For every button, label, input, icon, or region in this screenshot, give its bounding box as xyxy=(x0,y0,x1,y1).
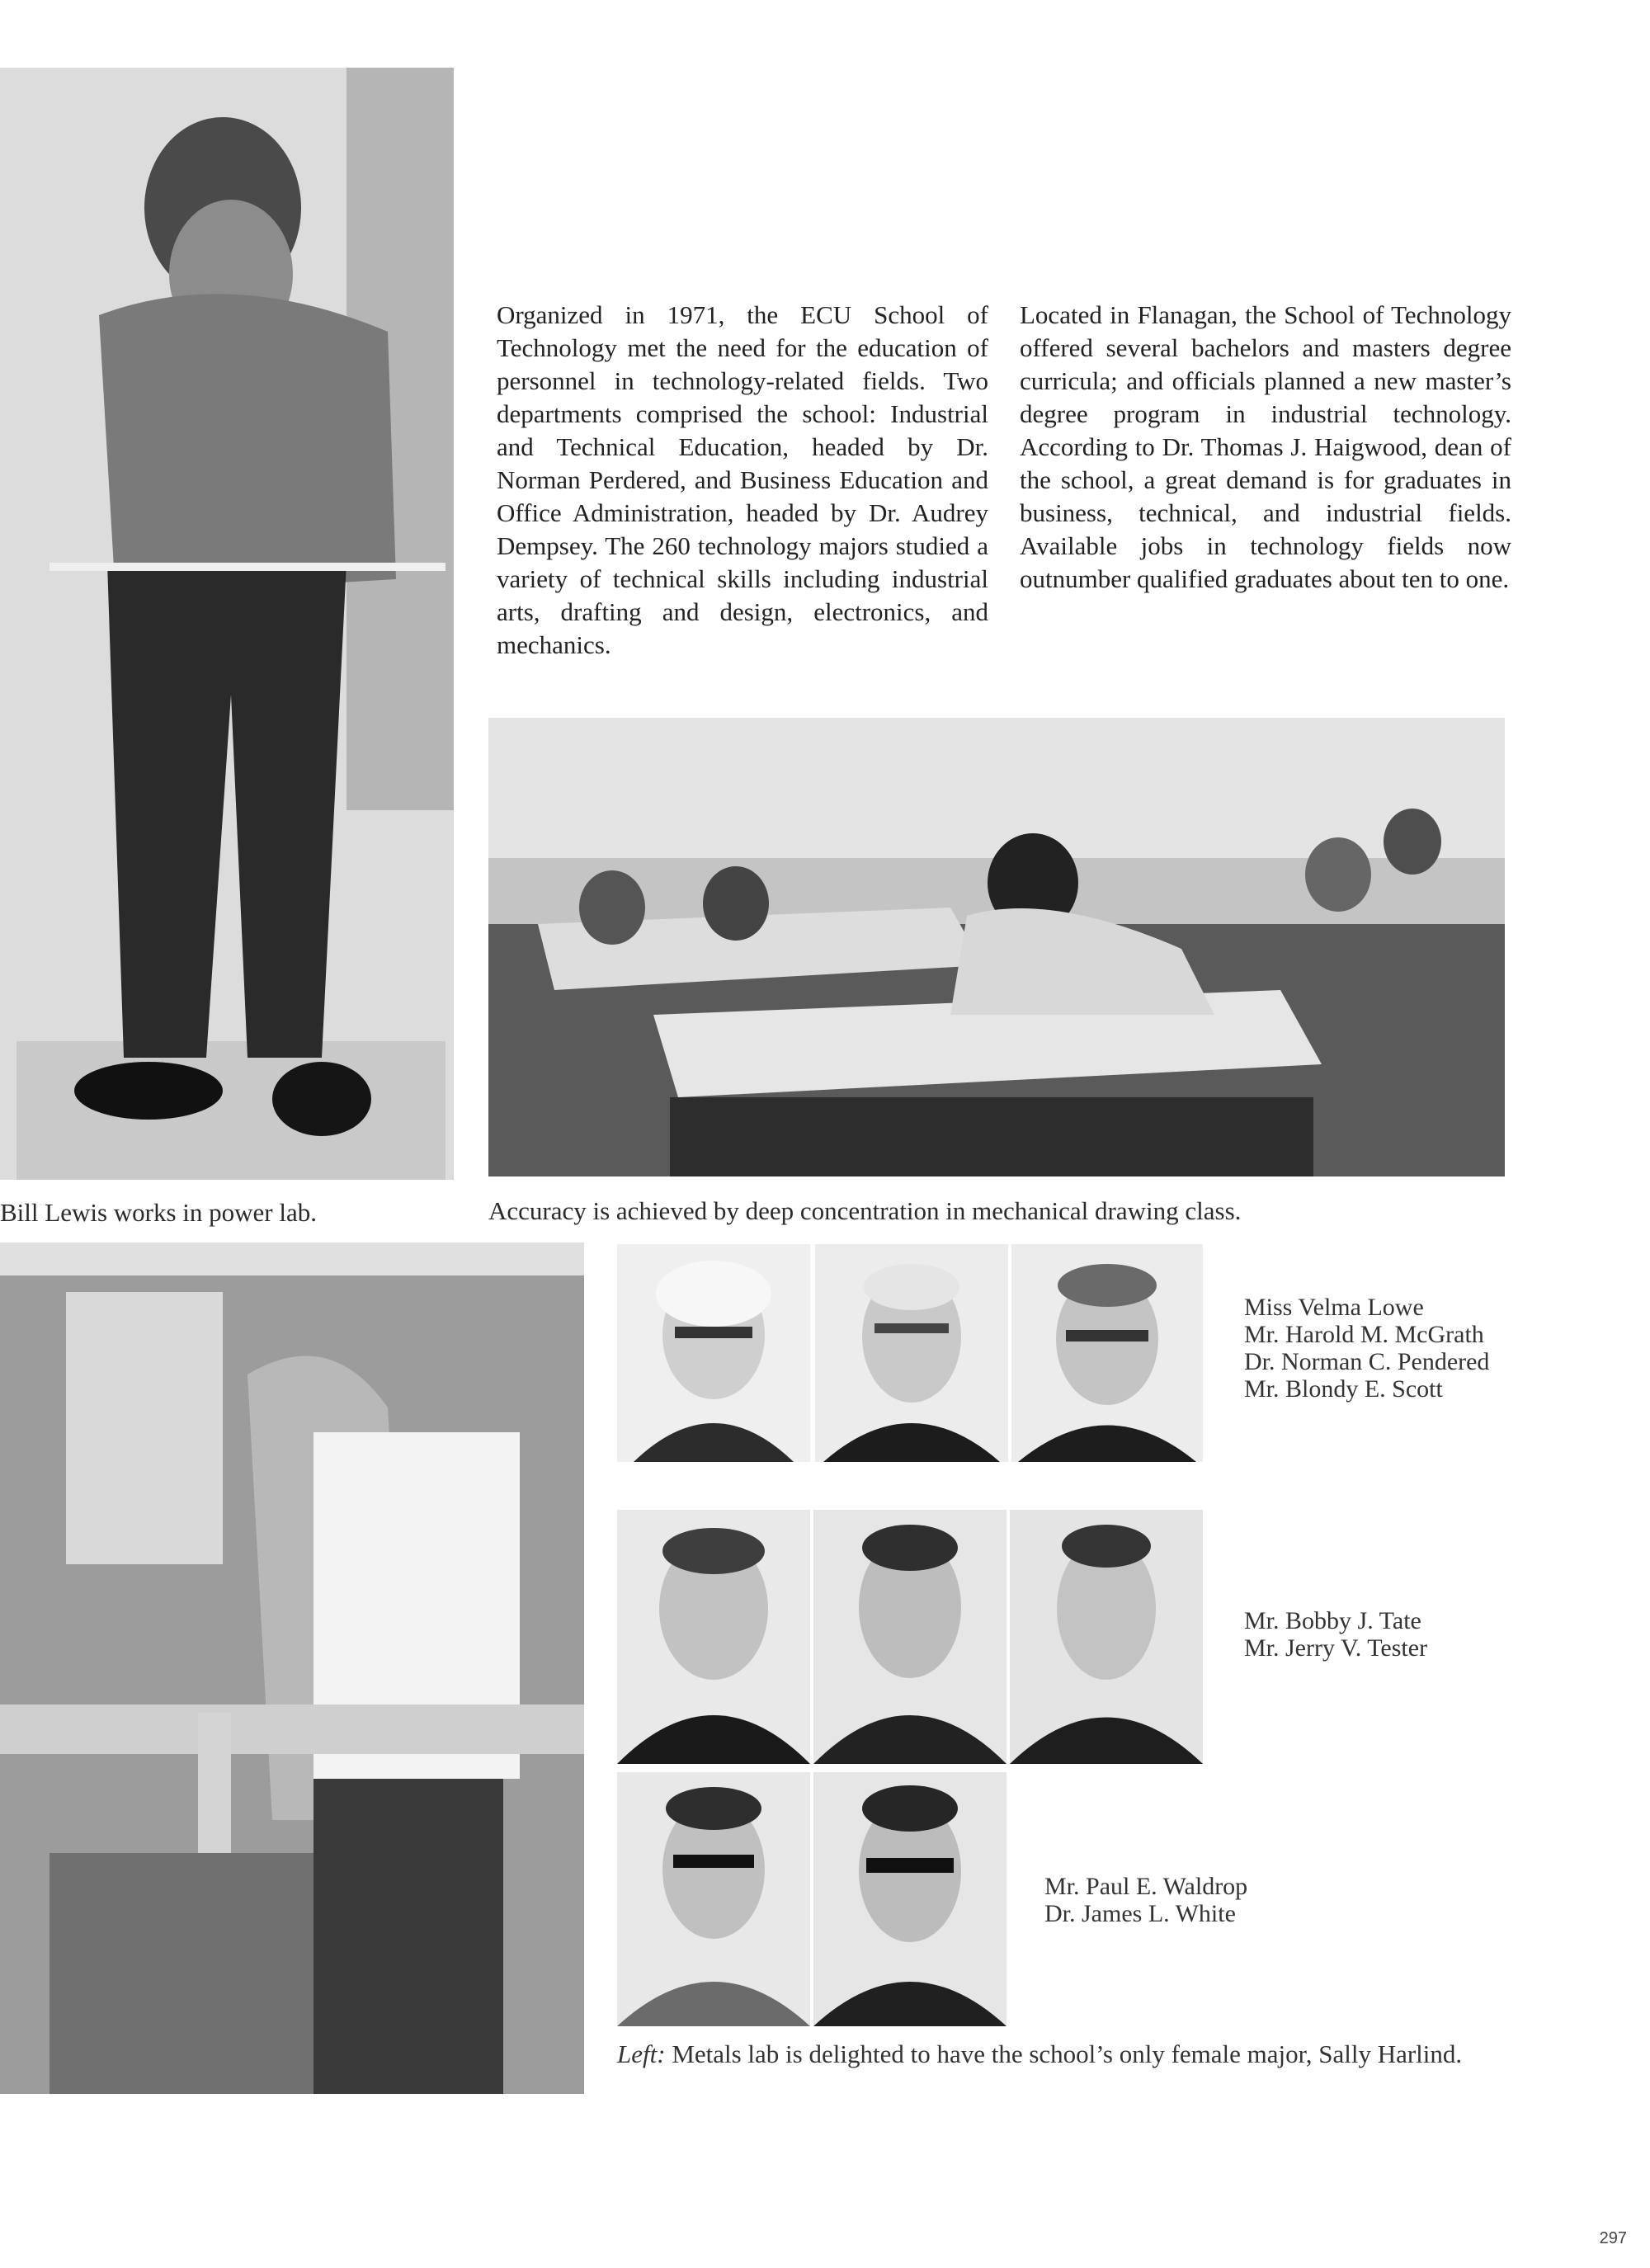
portrait-harold-mcgrath xyxy=(815,1244,1008,1462)
portrait-bobby-tate xyxy=(617,1510,810,1764)
power-lab-caption: Bill Lewis works in power lab. xyxy=(0,1198,318,1227)
page-number: 297 xyxy=(1599,2229,1627,2247)
caption-label: Left: xyxy=(617,2039,666,2068)
article-column-1: Organized in 1971, the ECU School of Technology met the need for the education of personnel in technology-related fields. Two departments comprised the school: Industrial and Technical Education, headed by Dr. Norman Perdered, and Business Education and Office Administration, headed by Dr. Audrey Dempsey. The 260 technology majors studied a variety of technical skills including industrial arts, drafting and design, electronics, and mechanics. xyxy=(497,300,988,659)
portrait-jerry-tester xyxy=(813,1510,1006,1764)
metals-lab-caption xyxy=(617,2040,1508,2068)
faculty-name: Mr. Paul E. Waldrop xyxy=(1044,1873,1248,1900)
faculty-name: Dr. James L. White xyxy=(1044,1900,1236,1927)
faculty-name: Mr. Harold M. McGrath xyxy=(1244,1321,1484,1348)
metals-lab-photo xyxy=(0,1242,584,2094)
drawing-class-caption: Accuracy is achieved by deep concentration in mechanical drawing class. xyxy=(488,1196,1242,1225)
faculty-name: Mr. Blondy E. Scott xyxy=(1244,1375,1443,1403)
faculty-names-row-1 xyxy=(1244,1294,1492,1403)
faculty-name: Dr. Norman C. Pendered xyxy=(1244,1348,1490,1375)
article-column-2: Located in Flanagan, the School of Technology offered several bachelors and masters degree curricula; and officials planned a new master’s degree program in industrial technology. According to Dr. Thomas J. Haigwood, dean of the school, a great demand is for graduates in business, technical, and industrial fields. Available jobs in technology fields now outnumber qualified graduates about ten to one. xyxy=(1020,300,1511,593)
portrait-third-row2 xyxy=(1010,1510,1203,1764)
faculty-name: Miss Velma Lowe xyxy=(1244,1294,1424,1321)
faculty-name: Mr. Jerry V. Tester xyxy=(1244,1634,1428,1662)
caption-text: Metals lab is delighted to have the school’s only female major, Sally Harlind. xyxy=(672,2039,1463,2068)
faculty-name: Mr. Bobby J. Tate xyxy=(1244,1607,1421,1634)
portrait-norman-pendered xyxy=(1011,1244,1203,1462)
power-lab-photo xyxy=(0,68,454,1180)
portrait-paul-waldrop xyxy=(617,1772,810,2026)
portrait-james-white xyxy=(813,1772,1006,2026)
portrait-velma-lowe xyxy=(617,1244,810,1462)
drawing-class-photo xyxy=(488,718,1505,1176)
faculty-names-row-2 xyxy=(1244,1607,1492,1662)
faculty-names-row-3 xyxy=(1044,1873,1374,1927)
